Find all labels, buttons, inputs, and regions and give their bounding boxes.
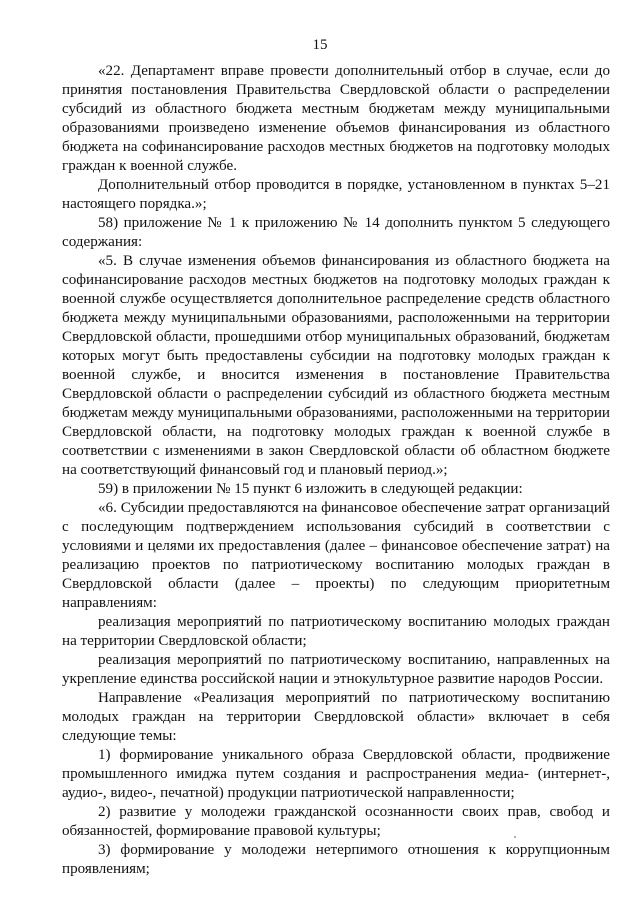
paragraph-item-58: 58) приложение № 1 к приложению № 14 дополнить пунктом 5 следующего содержания: <box>62 215 610 250</box>
paragraph-point-6: «6. Субсидии предоставляются на финансовое обеспечение затрат организаций с последующим подтверждением использования субсидий в соответствии с условиями и целями их предоставления (далее – финансовое обеспечение затрат) на реализацию проектов по патриотическому воспитанию молодых граждан в Свердловской области (далее – проекты) по следующим приоритетным направлениям: <box>62 500 610 611</box>
paragraph-additional-selection: Дополнительный отбор проводится в порядке, установленном в пунктах 5–21 настоящего порядка.»; <box>62 177 610 212</box>
paragraph-topic-2: 2) развитие у молодежи гражданской осознанности своих прав, свобод и обязанностей, формирование правовой культуры; <box>62 804 610 839</box>
paragraph-direction-2: реализация мероприятий по патриотическому воспитанию, направленных на укрепление единства российской нации и этнокультурное развитие народов России. <box>62 652 610 687</box>
paragraph-direction-topics: Направление «Реализация мероприятий по патриотическому воспитанию молодых граждан на территории Свердловской области» включает в себя следующие темы: <box>62 690 610 744</box>
document-body <box>62 62 610 879</box>
paragraph-22: «22. Департамент вправе провести дополнительный отбор в случае, если до принятия постановления Правительства Свердловской области о распределении субсидий из областного бюджета местным бюджетам между муниципальными образованиями произведено изменение объемов финансирования из областного бюджета на софинансирование расходов местных бюджетов на подготовку молодых граждан к военной службе. <box>62 63 610 174</box>
paragraph-direction-1: реализация мероприятий по патриотическому воспитанию молодых граждан на территории Свердловской области; <box>62 614 610 649</box>
scan-speck <box>514 836 516 838</box>
paragraph-topic-1: 1) формирование уникального образа Свердловской области, продвижение промышленного имиджа путем создания и распространения медиа- (интернет-, аудио-, видео-, печатной) продукции патриотической направленности; <box>62 747 610 801</box>
paragraph-item-59: 59) в приложении № 15 пункт 6 изложить в следующей редакции: <box>98 481 523 497</box>
paragraph-topic-3: 3) формирование у молодежи нетерпимого отношения к коррупционным проявлениям; <box>62 842 610 877</box>
page-number: 15 <box>312 37 328 53</box>
paragraph-point-5: «5. В случае изменения объемов финансирования из областного бюджета на софинансирование расходов местных бюджетов на подготовку молодых граждан к военной службе осуществляется дополнительное распределение средств областного бюджета между муниципальными образованиями, расположенными на территории Свердловской области, прошедшими отбор муниципальных образований, бюджетам которых могут быть предоставлены субсидии на подготовку молодых граждан к военной службе, и вносится изменения в постановление Правительства Свердловской области о распределении субсидий из областного бюджета местным бюджетам между муниципальными образованиями, расположенными на территории Свердловской области, на подготовку молодых граждан к военной службе в соответствии с изменениями в закон Свердловской области об областном бюджете на соответствующий финансовый год и плановый период.»; <box>62 253 610 478</box>
